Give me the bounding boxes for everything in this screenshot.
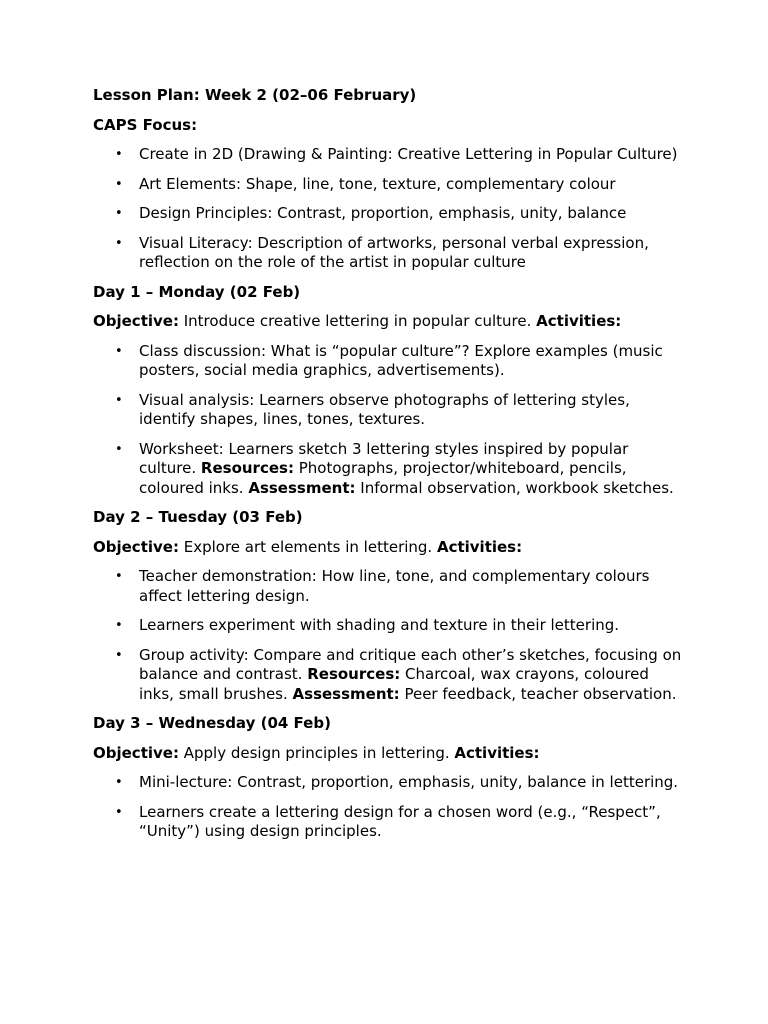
bullet-icon: • [115, 775, 123, 790]
list-item: • Visual Literacy: Description of artworks, personal verbal expression, reflection on the role of the artist in popular culture [115, 233, 649, 271]
day1-activities-list [93, 342, 683, 499]
document-page [93, 86, 683, 852]
bullet-icon: • [115, 618, 123, 633]
day2-objective: Objective: Explore art elements in lettering. Activities: [93, 537, 523, 556]
list-item: • Create in 2D (Drawing & Painting: Creative Lettering in Popular Culture) [115, 145, 678, 163]
day1-objective: Objective: Introduce creative lettering in popular culture. Activities: [93, 312, 622, 330]
activities-label: Activities: [536, 312, 622, 330]
activities-label: Activities: [454, 743, 540, 762]
activities-label: Activities: [436, 537, 523, 556]
bullet-icon: • [115, 235, 123, 251]
assessment-label: Assessment: [292, 684, 400, 703]
day3-heading: Day 3 – Wednesday (04 Feb) [93, 714, 331, 732]
bullet-icon: • [115, 206, 123, 221]
list-item: • Visual analysis: Learners observe photographs of lettering styles, identify shapes, lines, tones, textures. [115, 390, 630, 428]
objective-label: Objective: [93, 312, 179, 330]
objective-label: Objective: [93, 743, 179, 762]
day2-activities-list [93, 567, 683, 704]
caps-focus-list [93, 145, 683, 273]
list-item: • Mini-lecture: Contrast, proportion, emphasis, unity, balance in lettering. [115, 773, 679, 791]
resources-label: Resources: [307, 665, 401, 683]
bullet-icon: • [115, 569, 123, 584]
bullet-icon: • [115, 647, 123, 663]
list-item: • Group activity: Compare and critique each other’s sketches, focusing on balance and contrast. Resources: Charcoal, wax crayons, coloured inks, small brushes. Assessment: Peer feedback, teacher observation. [115, 645, 682, 703]
caps-focus-heading: CAPS Focus: [93, 115, 198, 134]
list-item: • Learners experiment with shading and texture in their lettering. [115, 616, 620, 634]
list-item: • Art Elements: Shape, line, tone, texture, complementary colour [115, 174, 616, 193]
day2-heading: Day 2 – Tuesday (03 Feb) [93, 508, 303, 526]
list-item: • Class discussion: What is “popular culture”? Explore examples (music posters, social media graphics, advertisements). [115, 341, 663, 379]
bullet-icon: • [115, 804, 123, 820]
bullet-icon: • [115, 147, 123, 162]
bullet-icon: • [115, 392, 123, 408]
list-item: • Design Principles: Contrast, proportion, emphasis, unity, balance [115, 204, 627, 222]
resources-label: Resources: [200, 459, 294, 477]
day3-objective: Objective: Apply design principles in lettering. Activities: [93, 743, 540, 762]
list-item: • Worksheet: Learners sketch 3 lettering styles inspired by popular culture. Resources: Photographs, projector/whiteboard, pencils, coloured inks. Assessment: Informal observation, workbook sketches. [115, 439, 674, 497]
day1-heading: Day 1 – Monday (02 Feb) [93, 282, 301, 301]
assessment-label: Assessment: [248, 478, 356, 497]
lesson-plan-title: Lesson Plan: Week 2 (02–06 February) [93, 86, 417, 104]
list-item: • Teacher demonstration: How line, tone, and complementary colours affect lettering design. [115, 567, 650, 605]
bullet-icon: • [115, 176, 123, 192]
list-item: • Learners create a lettering design for a chosen word (e.g., “Respect”, “Unity”) using design principles. [115, 802, 661, 840]
day3-activities-list [93, 773, 683, 842]
bullet-icon: • [115, 441, 123, 457]
bullet-icon: • [115, 343, 123, 359]
objective-label: Objective: [93, 537, 179, 556]
